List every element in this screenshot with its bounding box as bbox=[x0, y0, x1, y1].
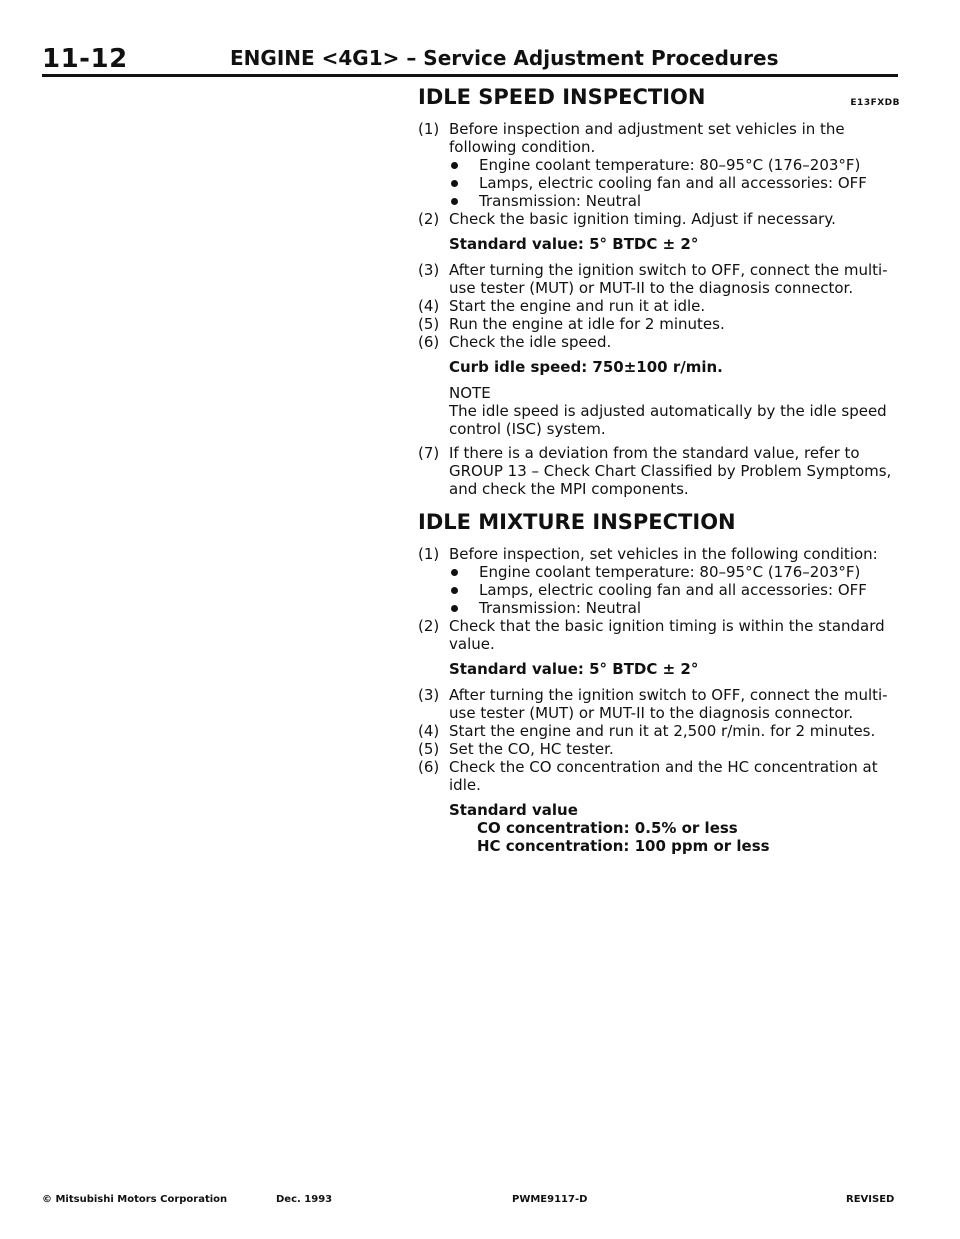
idle-speed-step-4 bbox=[418, 297, 900, 315]
step-number: (6) bbox=[418, 333, 440, 351]
step-text: After turning the ignition switch to OFF, connect the multi-use tester (MUT) or MUT-II to the diagnosis connector. bbox=[449, 686, 888, 722]
footer-copyright: © Mitsubishi Motors Corporation bbox=[42, 1194, 228, 1205]
standard-value-label: Standard value bbox=[449, 801, 578, 819]
note-label: NOTE bbox=[449, 384, 491, 402]
page-number: 11-12 bbox=[42, 44, 128, 74]
step-text: After turning the ignition switch to OFF, connect the multi-use tester (MUT) or MUT-II to the diagnosis connector. bbox=[449, 261, 888, 297]
step-text: Check the idle speed. bbox=[449, 333, 612, 351]
header-rule bbox=[42, 74, 898, 77]
idle-speed-step-3 bbox=[418, 261, 900, 297]
idle-mixture-title bbox=[418, 510, 900, 539]
idle-speed-step-7 bbox=[418, 444, 900, 498]
idle-mixture-step-4 bbox=[418, 722, 900, 740]
page-header-title: ENGINE <4G1> – Service Adjustment Procedures bbox=[230, 46, 779, 70]
idle-speed-step-6 bbox=[418, 333, 900, 351]
step-number: (2) bbox=[418, 210, 440, 228]
step-text: Before inspection and adjustment set vehicles in the following condition. bbox=[449, 120, 845, 156]
co-concentration-spec: CO concentration: 0.5% or less bbox=[477, 819, 738, 837]
curb-idle-speed-spec: Curb idle speed: 750±100 r/min. bbox=[449, 358, 723, 376]
step-number: (1) bbox=[418, 120, 440, 138]
idle-speed-step-5 bbox=[418, 315, 900, 333]
step-number: (2) bbox=[418, 617, 440, 635]
hc-concentration-spec: HC concentration: 100 ppm or less bbox=[477, 837, 770, 855]
step-number: (1) bbox=[418, 545, 440, 563]
footer-date: Dec. 1993 bbox=[276, 1194, 333, 1205]
condition-bullet: Lamps, electric cooling fan and all accessories: OFF bbox=[418, 581, 900, 599]
idle-speed-title bbox=[418, 85, 900, 114]
step-number: (4) bbox=[418, 297, 440, 315]
step-text: If there is a deviation from the standard value, refer to GROUP 13 – Check Chart Classified by Problem Symptoms, and check the MPI components. bbox=[449, 444, 892, 498]
step-text: Check the basic ignition timing. Adjust if necessary. bbox=[449, 210, 836, 228]
idle-mixture-step-6 bbox=[418, 758, 900, 794]
step-number: (6) bbox=[418, 758, 440, 776]
idle-mixture-heading: IDLE MIXTURE INSPECTION bbox=[418, 510, 736, 534]
idle-speed-step-1 bbox=[418, 120, 900, 156]
step-text: Start the engine and run it at 2,500 r/min. for 2 minutes. bbox=[449, 722, 876, 740]
condition-bullet: Engine coolant temperature: 80–95°C (176–203°F) bbox=[418, 563, 900, 581]
step-text: Check that the basic ignition timing is within the standard value. bbox=[449, 617, 885, 653]
idle-mixture-step-1 bbox=[418, 545, 900, 563]
idle-speed-section bbox=[418, 85, 900, 498]
step-text: Before inspection, set vehicles in the following condition: bbox=[449, 545, 878, 563]
footer-doc-code: PWME9117-D bbox=[512, 1194, 588, 1205]
step-number: (5) bbox=[418, 315, 440, 333]
step-text: Set the CO, HC tester. bbox=[449, 740, 614, 758]
step-text: Check the CO concentration and the HC concentration at idle. bbox=[449, 758, 878, 794]
note-text: The idle speed is adjusted automatically by the idle speed control (ISC) system. bbox=[449, 402, 887, 438]
section-code: E13FXDB bbox=[850, 98, 900, 108]
idle-speed-heading: IDLE SPEED INSPECTION bbox=[418, 85, 706, 109]
step-number: (3) bbox=[418, 261, 440, 279]
footer-status: REVISED bbox=[846, 1194, 895, 1205]
condition-bullet: Engine coolant temperature: 80–95°C (176–203°F) bbox=[418, 156, 900, 174]
idle-mixture-step-5 bbox=[418, 740, 900, 758]
idle-mixture-step-3 bbox=[418, 686, 900, 722]
idle-mixture-step-2 bbox=[418, 617, 900, 653]
step-number: (4) bbox=[418, 722, 440, 740]
standard-value-timing: Standard value: 5° BTDC ± 2° bbox=[449, 235, 699, 253]
step-text: Start the engine and run it at idle. bbox=[449, 297, 706, 315]
step-number: (5) bbox=[418, 740, 440, 758]
idle-mixture-section bbox=[418, 510, 900, 855]
idle-speed-step-2 bbox=[418, 210, 900, 228]
step-text: Run the engine at idle for 2 minutes. bbox=[449, 315, 725, 333]
step-number: (7) bbox=[418, 444, 440, 462]
standard-value-timing: Standard value: 5° BTDC ± 2° bbox=[449, 660, 699, 678]
condition-bullet: Lamps, electric cooling fan and all accessories: OFF bbox=[418, 174, 900, 192]
step-number: (3) bbox=[418, 686, 440, 704]
condition-bullet: Transmission: Neutral bbox=[418, 192, 900, 210]
condition-bullet: Transmission: Neutral bbox=[418, 599, 900, 617]
